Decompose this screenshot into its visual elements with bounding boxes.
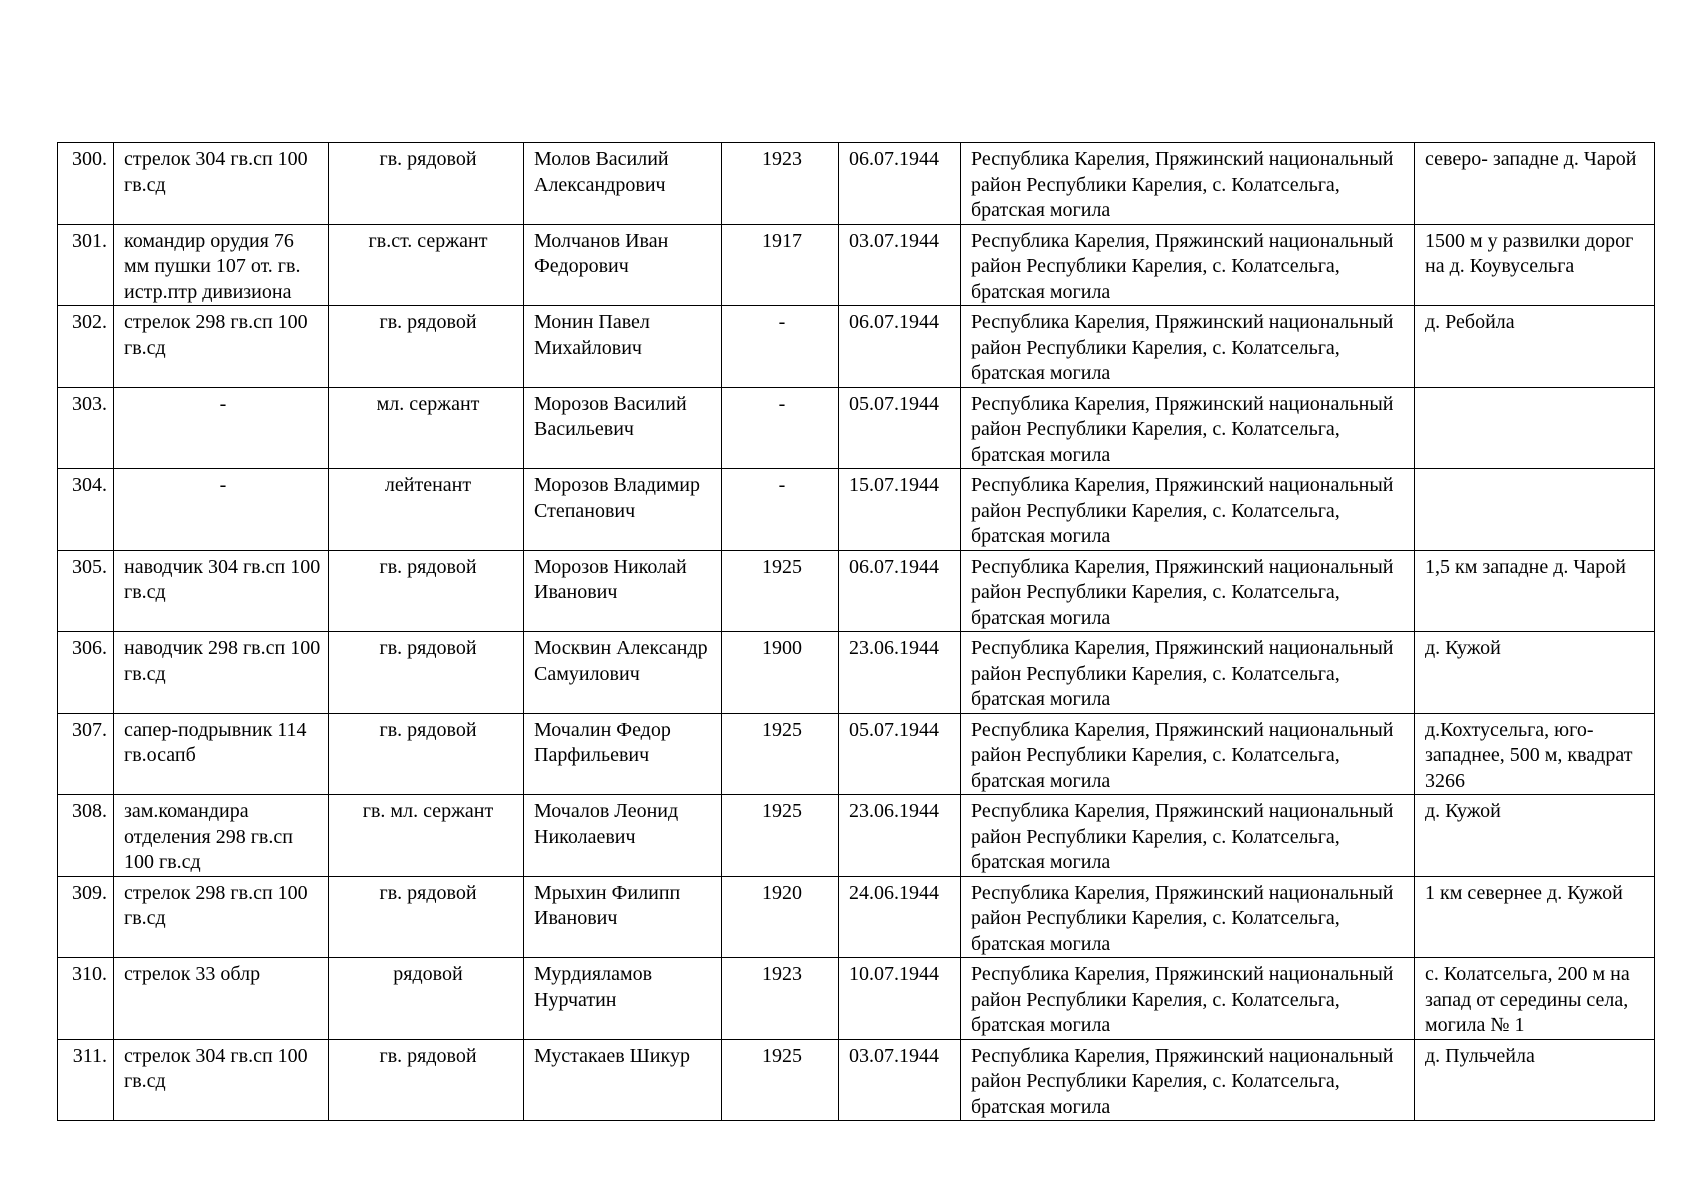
death-date-cell: 05.07.1944 (839, 713, 961, 795)
death-location-cell: д. Кужой (1415, 632, 1655, 714)
row-number: 311. (58, 1039, 114, 1121)
burial-registry-table (57, 142, 1655, 1121)
name-cell: Молчанов Иван Федорович (524, 224, 722, 306)
position-cell: командир орудия 76 мм пушки 107 от. гв. истр.птр дивизиона (114, 224, 329, 306)
rank-cell: рядовой (329, 958, 524, 1040)
birth-year-cell: 1925 (722, 1039, 839, 1121)
name-cell: Мустакаев Шикур (524, 1039, 722, 1121)
table-row (58, 143, 1655, 225)
row-number: 304. (58, 469, 114, 551)
table-row (58, 876, 1655, 958)
row-number: 303. (58, 387, 114, 469)
row-number: 300. (58, 143, 114, 225)
position-cell: зам.командира отделения 298 гв.сп 100 гв.сд (114, 795, 329, 877)
burial-place-cell: Республика Карелия, Пряжинский национальный район Республики Карелия, с. Колатсельга, братская могила (961, 387, 1415, 469)
position-cell: сапер-подрывник 114 гв.осапб (114, 713, 329, 795)
birth-year-cell: 1923 (722, 143, 839, 225)
row-number: 306. (58, 632, 114, 714)
position-cell: - (114, 387, 329, 469)
position-cell: стрелок 298 гв.сп 100 гв.сд (114, 876, 329, 958)
birth-year-cell: - (722, 469, 839, 551)
burial-place-cell: Республика Карелия, Пряжинский национальный район Республики Карелия, с. Колатсельга, братская могила (961, 795, 1415, 877)
death-date-cell: 24.06.1944 (839, 876, 961, 958)
name-cell: Молов Василий Александрович (524, 143, 722, 225)
burial-place-cell: Республика Карелия, Пряжинский национальный район Республики Карелия, с. Колатсельга, братская могила (961, 469, 1415, 551)
name-cell: Монин Павел Михайлович (524, 306, 722, 388)
rank-cell: гв. рядовой (329, 876, 524, 958)
name-cell: Морозов Василий Васильевич (524, 387, 722, 469)
table-row (58, 306, 1655, 388)
death-location-cell: северо- западне д. Чарой (1415, 143, 1655, 225)
burial-place-cell: Республика Карелия, Пряжинский национальный район Республики Карелия, с. Колатсельга, братская могила (961, 1039, 1415, 1121)
death-date-cell: 15.07.1944 (839, 469, 961, 551)
death-location-cell: с. Колатсельга, 200 м на запад от середины села, могила № 1 (1415, 958, 1655, 1040)
burial-place-cell: Республика Карелия, Пряжинский национальный район Республики Карелия, с. Колатсельга, братская могила (961, 550, 1415, 632)
row-number: 309. (58, 876, 114, 958)
position-cell: наводчик 298 гв.сп 100 гв.сд (114, 632, 329, 714)
position-cell: - (114, 469, 329, 551)
table-row (58, 795, 1655, 877)
birth-year-cell: - (722, 306, 839, 388)
position-cell: стрелок 33 облр (114, 958, 329, 1040)
death-location-cell: 1,5 км западне д. Чарой (1415, 550, 1655, 632)
position-cell: стрелок 304 гв.сп 100 гв.сд (114, 143, 329, 225)
burial-place-cell: Республика Карелия, Пряжинский национальный район Республики Карелия, с. Колатсельга, братская могила (961, 713, 1415, 795)
death-location-cell: д. Ребойла (1415, 306, 1655, 388)
table-row (58, 713, 1655, 795)
death-location-cell (1415, 387, 1655, 469)
position-cell: стрелок 298 гв.сп 100 гв.сд (114, 306, 329, 388)
death-date-cell: 06.07.1944 (839, 143, 961, 225)
death-date-cell: 23.06.1944 (839, 795, 961, 877)
death-date-cell: 06.07.1944 (839, 550, 961, 632)
death-date-cell: 03.07.1944 (839, 224, 961, 306)
table-body (58, 143, 1655, 1121)
birth-year-cell: 1923 (722, 958, 839, 1040)
rank-cell: лейтенант (329, 469, 524, 551)
row-number: 302. (58, 306, 114, 388)
death-location-cell: д.Кохтусельга, юго-западнее, 500 м, квадрат 3266 (1415, 713, 1655, 795)
death-date-cell: 23.06.1944 (839, 632, 961, 714)
burial-place-cell: Республика Карелия, Пряжинский национальный район Республики Карелия, с. Колатсельга, братская могила (961, 143, 1415, 225)
burial-place-cell: Республика Карелия, Пряжинский национальный район Республики Карелия, с. Колатсельга, братская могила (961, 876, 1415, 958)
name-cell: Морозов Владимир Степанович (524, 469, 722, 551)
burial-place-cell: Республика Карелия, Пряжинский национальный район Республики Карелия, с. Колатсельга, братская могила (961, 958, 1415, 1040)
birth-year-cell: 1900 (722, 632, 839, 714)
table-row (58, 958, 1655, 1040)
name-cell: Морозов Николай Иванович (524, 550, 722, 632)
death-location-cell: 1500 м у развилки дорог на д. Коувусельга (1415, 224, 1655, 306)
name-cell: Мочалин Федор Парфильевич (524, 713, 722, 795)
name-cell: Мочалов Леонид Николаевич (524, 795, 722, 877)
table-row (58, 1039, 1655, 1121)
position-cell: стрелок 304 гв.сп 100 гв.сд (114, 1039, 329, 1121)
rank-cell: гв. мл. сержант (329, 795, 524, 877)
birth-year-cell: 1925 (722, 713, 839, 795)
death-location-cell: д. Кужой (1415, 795, 1655, 877)
name-cell: Москвин Александр Самуилович (524, 632, 722, 714)
rank-cell: гв. рядовой (329, 632, 524, 714)
table-row (58, 224, 1655, 306)
rank-cell: гв. рядовой (329, 306, 524, 388)
death-date-cell: 10.07.1944 (839, 958, 961, 1040)
rank-cell: гв. рядовой (329, 143, 524, 225)
rank-cell: гв.ст. сержант (329, 224, 524, 306)
row-number: 301. (58, 224, 114, 306)
birth-year-cell: 1925 (722, 795, 839, 877)
birth-year-cell: 1920 (722, 876, 839, 958)
burial-place-cell: Республика Карелия, Пряжинский национальный район Республики Карелия, с. Колатсельга, братская могила (961, 224, 1415, 306)
rank-cell: гв. рядовой (329, 713, 524, 795)
rank-cell: гв. рядовой (329, 550, 524, 632)
table-row (58, 469, 1655, 551)
death-date-cell: 03.07.1944 (839, 1039, 961, 1121)
row-number: 310. (58, 958, 114, 1040)
death-date-cell: 05.07.1944 (839, 387, 961, 469)
death-location-cell: 1 км севернее д. Кужой (1415, 876, 1655, 958)
death-location-cell: д. Пульчейла (1415, 1039, 1655, 1121)
birth-year-cell: 1925 (722, 550, 839, 632)
rank-cell: мл. сержант (329, 387, 524, 469)
table-row (58, 550, 1655, 632)
table-row (58, 387, 1655, 469)
burial-place-cell: Республика Карелия, Пряжинский национальный район Республики Карелия, с. Колатсельга, братская могила (961, 632, 1415, 714)
row-number: 308. (58, 795, 114, 877)
burial-place-cell: Республика Карелия, Пряжинский национальный район Республики Карелия, с. Колатсельга, братская могила (961, 306, 1415, 388)
name-cell: Мрыхин Филипп Иванович (524, 876, 722, 958)
document-page (57, 142, 1654, 1121)
name-cell: Мурдияламов Нурчатин (524, 958, 722, 1040)
death-date-cell: 06.07.1944 (839, 306, 961, 388)
birth-year-cell: 1917 (722, 224, 839, 306)
rank-cell: гв. рядовой (329, 1039, 524, 1121)
death-location-cell (1415, 469, 1655, 551)
position-cell: наводчик 304 гв.сп 100 гв.сд (114, 550, 329, 632)
birth-year-cell: - (722, 387, 839, 469)
row-number: 305. (58, 550, 114, 632)
row-number: 307. (58, 713, 114, 795)
table-row (58, 632, 1655, 714)
